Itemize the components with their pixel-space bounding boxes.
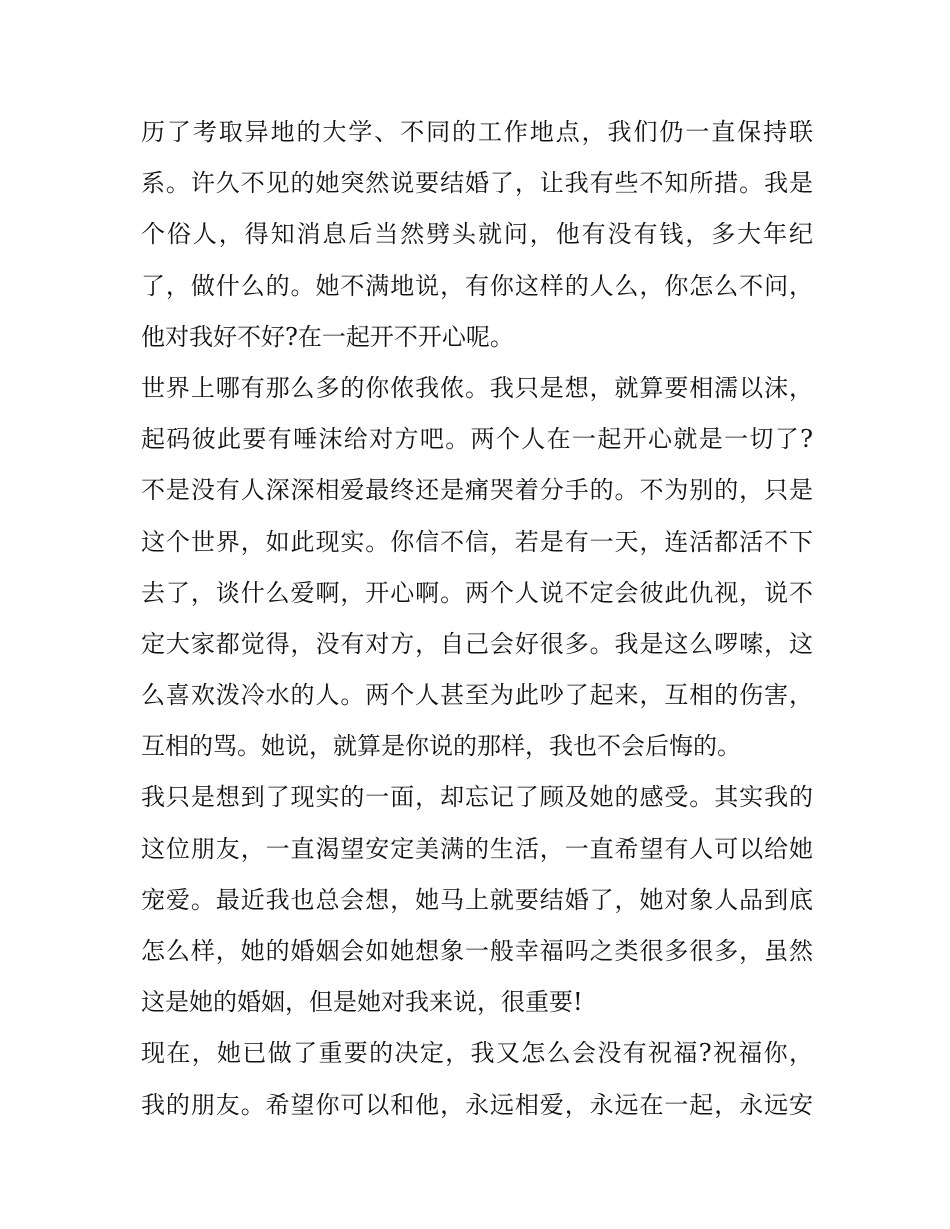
text-line: 系。许久不见的她突然说要结婚了，让我有些不知所措。我是 (141, 169, 813, 198)
text-line: 定大家都觉得，没有对方，自己会好很多。我是这么啰嗦，这 (141, 629, 813, 658)
text-line: 了，做什么的。她不满地说，有你这样的人么，你怎么不问， (141, 271, 813, 300)
text-line: 怎么样，她的婚姻会如她想象一般幸福吗之类很多很多，虽然 (141, 937, 813, 965)
text-line: 现在，她已做了重要的决定，我又怎么会没有祝福?祝福你， (141, 1039, 813, 1068)
paragraph-1 (141, 107, 813, 363)
text-line: 么喜欢泼冷水的人。两个人甚至为此吵了起来，互相的伤害， (141, 681, 813, 710)
text-line: 这是她的婚姻，但是她对我来说，很重要! (141, 988, 583, 1017)
text-line: 不是没有人深深相爱最终还是痛哭着分手的。不为别的，只是 (141, 476, 813, 505)
text-line: 他对我好不好?在一起开不开心呢。 (141, 322, 514, 351)
text-line: 我只是想到了现实的一面，却忘记了顾及她的感受。其实我的 (141, 783, 813, 812)
text-line: 宠爱。最近我也总会想，她马上就要结婚了，她对象人品到底 (141, 885, 813, 914)
text-line: 起码彼此要有唾沫给对方吧。两个人在一起开心就是一切了? (141, 425, 813, 454)
text-line: 历了考取异地的大学、不同的工作地点，我们仍一直保持联 (141, 118, 813, 146)
text-line: 个俗人，得知消息后当然劈头就问，他有没有钱，多大年纪 (141, 220, 813, 249)
paragraph-3 (141, 772, 813, 1028)
text-line: 我的朋友。希望你可以和他，永远相爱，永远在一起，永远安 (141, 1090, 813, 1119)
paragraph-2 (141, 363, 813, 773)
text-line: 世界上哪有那么多的你侬我侬。我只是想，就算要相濡以沫， (141, 373, 813, 402)
text-line: 互相的骂。她说，就算是你说的那样，我也不会后悔的。 (141, 732, 741, 761)
document-body (141, 107, 813, 1131)
paragraph-4 (141, 1028, 813, 1130)
text-line: 这位朋友，一直渴望安定美满的生活，一直希望有人可以给她 (141, 834, 813, 863)
text-line: 去了，谈什么爱啊，开心啊。两个人说不定会彼此仇视，说不 (141, 578, 813, 607)
text-line: 这个世界，如此现实。你信不信，若是有一天，连活都活不下 (141, 527, 813, 556)
